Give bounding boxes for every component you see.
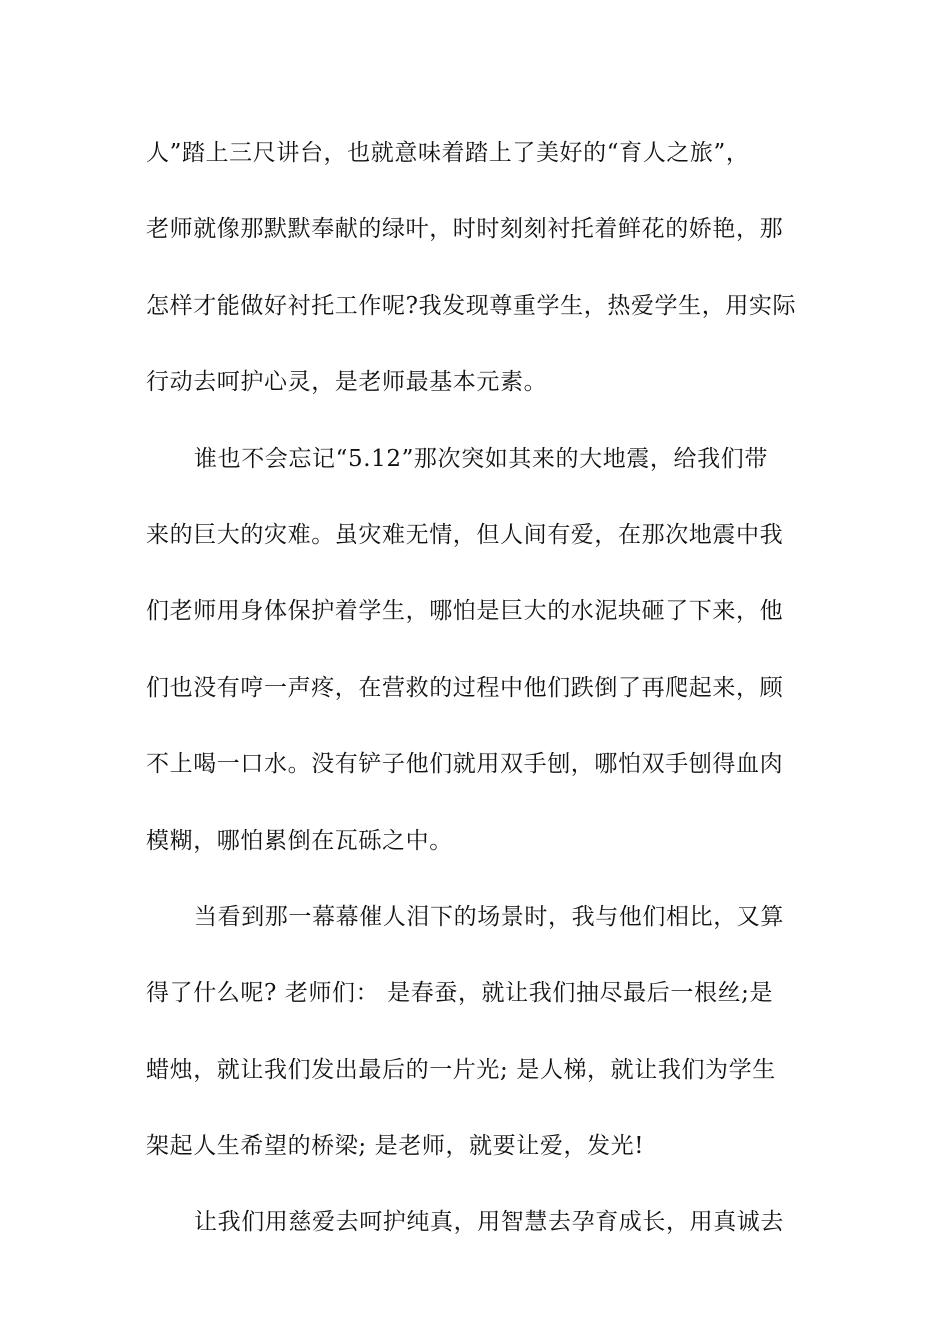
text-line: 行动去呵护心灵，是老师最基本元素。 [146,369,548,396]
text-line: 怎样才能做好衬托工作呢?我发现尊重学生，热爱学生，用实际 [146,292,797,319]
text-line: 人”踏上三尺讲台，也就意味着踏上了美好的“育人之旅”， [146,140,750,166]
paragraph-first-line: 当看到那一幕幕催人泪下的场景时，我与他们相比，又算 [194,903,784,930]
text-line: 来的巨大的灾难。虽灾难无情，但人间有爱，在那次地震中我 [146,521,784,548]
text-line: 老师就像那默默奉献的绿叶，时时刻刻衬托着鲜花的娇艳，那 [146,216,784,243]
paragraph-first-line: 让我们用慈爱去呵护纯真，用智慧去孕育成长，用真诚去 [194,1209,784,1236]
text-line: 模糊，哪怕累倒在瓦砾之中。 [146,827,453,854]
text-line: 架起人生希望的桥梁; 是老师，就要让爱，发光! [146,1133,645,1160]
text-line: 蜡烛，就让我们发出最后的一片光; 是人梯，就让我们为学生 [146,1056,776,1083]
text-line: 们也没有哼一声疼，在营救的过程中他们跌倒了再爬起来，顾 [146,674,784,701]
document-body [146,129,808,1275]
text-line: 不上喝一口水。没有铲子他们就用双手刨，哪怕双手刨得血肉 [146,751,784,778]
paragraph-first-line: 谁也不会忘记“5.12”那次突如其来的大地震，给我们带 [194,445,768,472]
text-line: 得了什么呢? 老师们： 是春蚕，就让我们抽尽最后一根丝;是 [146,980,774,1007]
text-line: 们老师用身体保护着学生，哪怕是巨大的水泥块砸了下来，他 [146,598,784,625]
